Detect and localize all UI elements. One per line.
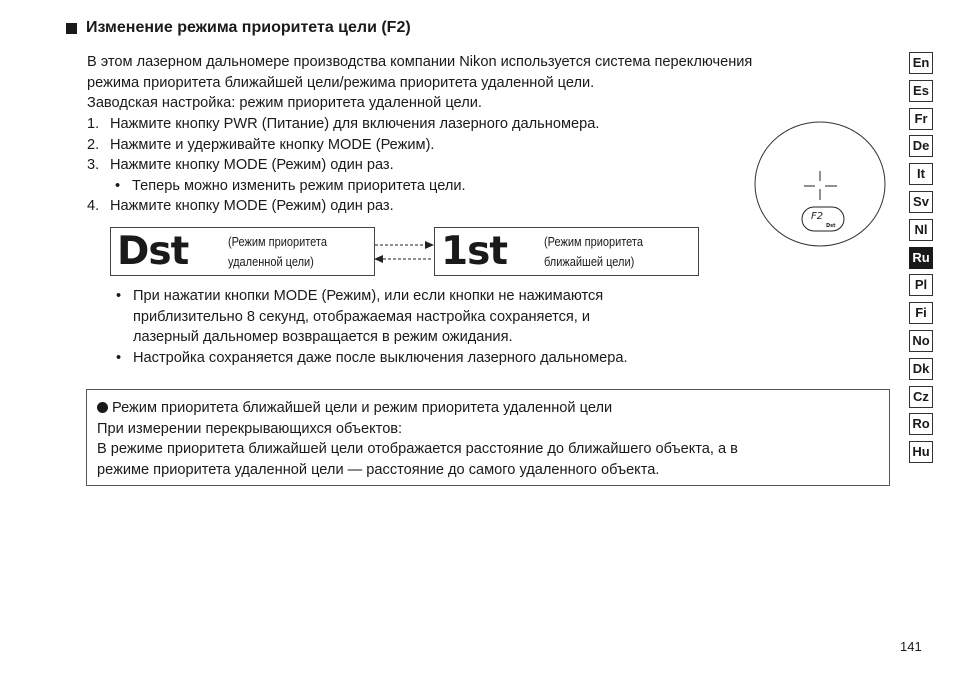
step-item: 2. Нажмите и удерживайте кнопку MODE (Режим). — [87, 136, 435, 153]
info-box — [86, 389, 890, 486]
heading-text: Изменение режима приоритета цели (F2) — [86, 19, 411, 36]
lang-tab-no[interactable]: No — [909, 330, 933, 352]
intro-paragraph — [87, 52, 752, 114]
lang-tab-en[interactable]: En — [909, 52, 933, 74]
steps-list — [87, 114, 599, 217]
step-subnote: • Теперь можно изменить режим приоритета цели. — [87, 176, 599, 197]
step-item: 4. Нажмите кнопку MODE (Режим) один раз. — [87, 198, 394, 214]
section-heading — [66, 19, 411, 37]
lang-tab-pl[interactable]: Pl — [909, 274, 933, 296]
intro-line: режима приоритета ближайшей цели/режима приоритета удаленной цели. — [87, 74, 595, 91]
lang-tab-hu[interactable]: Hu — [909, 441, 933, 463]
step-item: 3. Нажмите кнопку MODE (Режим) один раз. — [87, 157, 394, 173]
lang-tab-ro[interactable]: Ro — [909, 413, 933, 435]
viewfinder-illustration — [754, 120, 890, 248]
display-caption: (Режим приоритета — [544, 235, 643, 249]
mode-sub-label: Dst — [826, 223, 836, 229]
lang-tab-de[interactable]: De — [909, 135, 933, 157]
lang-tab-sv[interactable]: Sv — [909, 191, 933, 213]
info-box-line: В режиме приоритета ближайшей цели отображается расстояние до ближайшего объекта, а в — [97, 441, 738, 457]
note-item-cont: лазерный дальномер возвращается в режим ожидания. — [133, 329, 513, 345]
display-caption: удаленной цели) — [228, 255, 314, 269]
page-number: 141 — [900, 639, 922, 654]
lang-tab-fr[interactable]: Fr — [909, 108, 933, 130]
lang-tab-it[interactable]: It — [909, 163, 933, 185]
note-item: • Настройка сохраняется даже после выключения лазерного дальномера. — [116, 349, 628, 366]
bullet: • — [115, 177, 121, 194]
info-box-line: При измерении перекрывающихся объектов: — [97, 420, 403, 437]
toggle-arrows-icon — [373, 235, 435, 269]
display-caption: (Режим приоритета — [228, 235, 327, 249]
square-bullet-icon — [66, 23, 77, 34]
circle-bullet-icon — [97, 402, 108, 413]
intro-line: Заводская настройка: режим приоритета удаленной цели. — [87, 95, 482, 111]
lang-tab-nl[interactable]: Nl — [909, 219, 933, 241]
info-box-line: режиме приоритета удаленной цели — расстояние до самого удаленного объекта. — [97, 461, 660, 478]
display-near-target — [434, 227, 699, 276]
language-tabs — [909, 52, 933, 469]
display-far-target — [110, 227, 375, 276]
display-1st-text: 1st — [441, 229, 507, 274]
mode-label: F2 — [811, 211, 824, 222]
intro-line: В этом лазерном дальномере производства компании Nikon используется система переключения — [87, 54, 753, 70]
info-box-title: Режим приоритета ближайшей цели и режим приоритета удаленной цели — [97, 398, 738, 419]
lang-tab-ru[interactable]: Ru — [909, 247, 933, 269]
display-dst-text: Dst — [117, 229, 189, 274]
display-caption: ближайшей цели) — [544, 255, 635, 269]
note-item-cont: приблизительно 8 секунд, отображаемая настройка сохраняется, и — [133, 308, 591, 325]
notes-list — [116, 286, 628, 368]
lang-tab-cz[interactable]: Cz — [909, 386, 933, 408]
step-item: 1. Нажмите кнопку PWR (Питание) для включения лазерного дальномера. — [87, 116, 600, 132]
note-item: • При нажатии кнопки MODE (Режим), или если кнопки не нажимаются — [116, 288, 604, 304]
lang-tab-dk[interactable]: Dk — [909, 358, 933, 380]
lang-tab-fi[interactable]: Fi — [909, 302, 933, 324]
lang-tab-es[interactable]: Es — [909, 80, 933, 102]
